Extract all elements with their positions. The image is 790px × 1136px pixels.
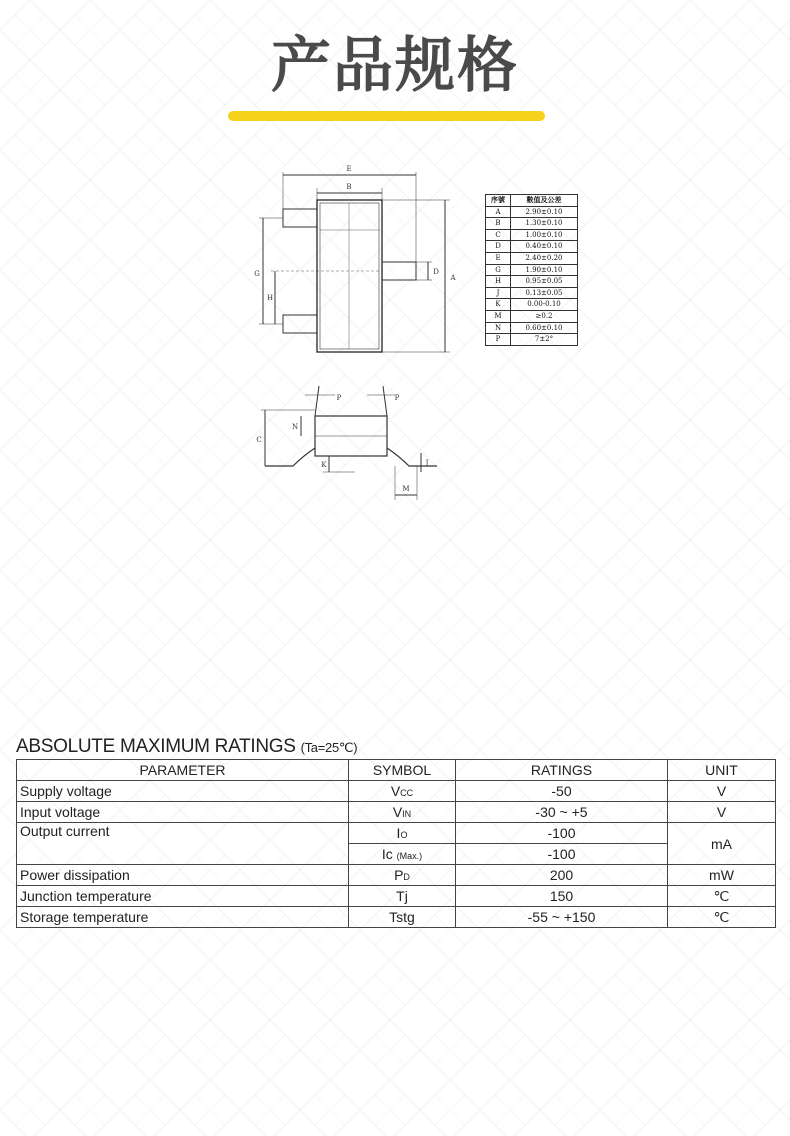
dim-code: C bbox=[486, 229, 511, 241]
label-p-left: P bbox=[336, 394, 342, 402]
dim-code: A bbox=[486, 206, 511, 218]
label-b: B bbox=[346, 183, 352, 191]
ratings-heading bbox=[16, 736, 357, 758]
table-row bbox=[486, 241, 578, 253]
label-d: D bbox=[433, 268, 439, 276]
dimension-table-header bbox=[486, 195, 578, 207]
ratings-table bbox=[16, 759, 776, 928]
dim-value: 1.00±0.10 bbox=[511, 229, 578, 241]
table-row bbox=[486, 264, 578, 276]
title-underline-bar bbox=[228, 111, 545, 121]
rating-junction: 150 bbox=[456, 886, 668, 907]
dim-header-code: 序號 bbox=[486, 195, 511, 207]
dim-code: E bbox=[486, 252, 511, 264]
table-row bbox=[486, 310, 578, 322]
symbol-vcc: VCC bbox=[349, 781, 456, 802]
header-symbol: SYMBOL bbox=[349, 760, 456, 781]
unit-power: mW bbox=[668, 865, 776, 886]
rating-io: -100 bbox=[456, 823, 668, 844]
label-k: K bbox=[321, 461, 327, 469]
table-row bbox=[486, 287, 578, 299]
table-row bbox=[486, 206, 578, 218]
label-a: A bbox=[450, 274, 456, 282]
header-unit: UNIT bbox=[668, 760, 776, 781]
dim-value: 0.60±0.10 bbox=[511, 322, 578, 334]
table-row bbox=[486, 252, 578, 264]
dim-value: ≥0.2 bbox=[511, 310, 578, 322]
dim-code: J bbox=[486, 287, 511, 299]
dim-code: D bbox=[486, 241, 511, 253]
rating-ic-max: -100 bbox=[456, 844, 668, 865]
dim-value: 0.13±0.05 bbox=[511, 287, 578, 299]
symbol-tj: Tj bbox=[349, 886, 456, 907]
param-power: Power dissipation bbox=[17, 865, 349, 886]
dim-value: 7±2° bbox=[511, 334, 578, 346]
dimension-table bbox=[485, 194, 578, 346]
unit-input: V bbox=[668, 802, 776, 823]
dim-value: 0.40±0.10 bbox=[511, 241, 578, 253]
label-g: G bbox=[254, 270, 260, 278]
param-output: Output current bbox=[17, 823, 349, 865]
dim-value: 0.00-0.10 bbox=[511, 299, 578, 311]
dim-code: N bbox=[486, 322, 511, 334]
param-junction: Junction temperature bbox=[17, 886, 349, 907]
dim-value: 2.40±0.20 bbox=[511, 252, 578, 264]
dim-code: P bbox=[486, 334, 511, 346]
symbol-ic-max: Ic (Max.) bbox=[349, 844, 456, 865]
header-ratings: RATINGS bbox=[456, 760, 668, 781]
dim-value: 2.90±0.10 bbox=[511, 206, 578, 218]
table-row bbox=[17, 802, 776, 823]
symbol-io: IO bbox=[349, 823, 456, 844]
label-j: J bbox=[425, 459, 429, 467]
dim-code: B bbox=[486, 218, 511, 230]
table-row bbox=[486, 229, 578, 241]
label-m: M bbox=[402, 485, 410, 493]
param-input: Input voltage bbox=[17, 802, 349, 823]
ratings-header-row bbox=[17, 760, 776, 781]
table-row bbox=[17, 781, 776, 802]
dim-value: 1.90±0.10 bbox=[511, 264, 578, 276]
param-storage: Storage temperature bbox=[17, 907, 349, 928]
label-p-right: P bbox=[394, 394, 400, 402]
symbol-tstg: Tstg bbox=[349, 907, 456, 928]
table-row bbox=[17, 907, 776, 928]
rating-supply: -50 bbox=[456, 781, 668, 802]
table-row bbox=[486, 299, 578, 311]
dim-code: H bbox=[486, 276, 511, 288]
unit-storage: ℃ bbox=[668, 907, 776, 928]
symbol-vin: VIN bbox=[349, 802, 456, 823]
table-row bbox=[486, 218, 578, 230]
table-row bbox=[486, 334, 578, 346]
header-parameter: PARAMETER bbox=[17, 760, 349, 781]
dim-code: G bbox=[486, 264, 511, 276]
dim-code: K bbox=[486, 299, 511, 311]
label-e: E bbox=[346, 165, 352, 173]
page-title: 产品规格 bbox=[271, 31, 519, 101]
dim-value: 0.95±0.05 bbox=[511, 276, 578, 288]
unit-junction: ℃ bbox=[668, 886, 776, 907]
label-c: C bbox=[256, 436, 262, 444]
table-row bbox=[17, 823, 776, 844]
unit-supply: V bbox=[668, 781, 776, 802]
label-n: N bbox=[291, 423, 299, 431]
unit-output: mA bbox=[668, 823, 776, 865]
ratings-condition: (Ta=25℃) bbox=[300, 740, 358, 755]
param-supply: Supply voltage bbox=[17, 781, 349, 802]
table-row bbox=[17, 886, 776, 907]
dim-value: 1.30±0.10 bbox=[511, 218, 578, 230]
dim-code: M bbox=[486, 310, 511, 322]
ratings-heading-text: ABSOLUTE MAXIMUM RATINGS bbox=[16, 736, 296, 757]
symbol-pd: PD bbox=[349, 865, 456, 886]
rating-input: -30 ~ +5 bbox=[456, 802, 668, 823]
table-row bbox=[486, 276, 578, 288]
dim-header-value: 數值及公差 bbox=[511, 195, 578, 207]
table-row bbox=[17, 865, 776, 886]
table-row bbox=[486, 322, 578, 334]
rating-power: 200 bbox=[456, 865, 668, 886]
rating-storage: -55 ~ +150 bbox=[456, 907, 668, 928]
label-h: H bbox=[266, 294, 274, 302]
